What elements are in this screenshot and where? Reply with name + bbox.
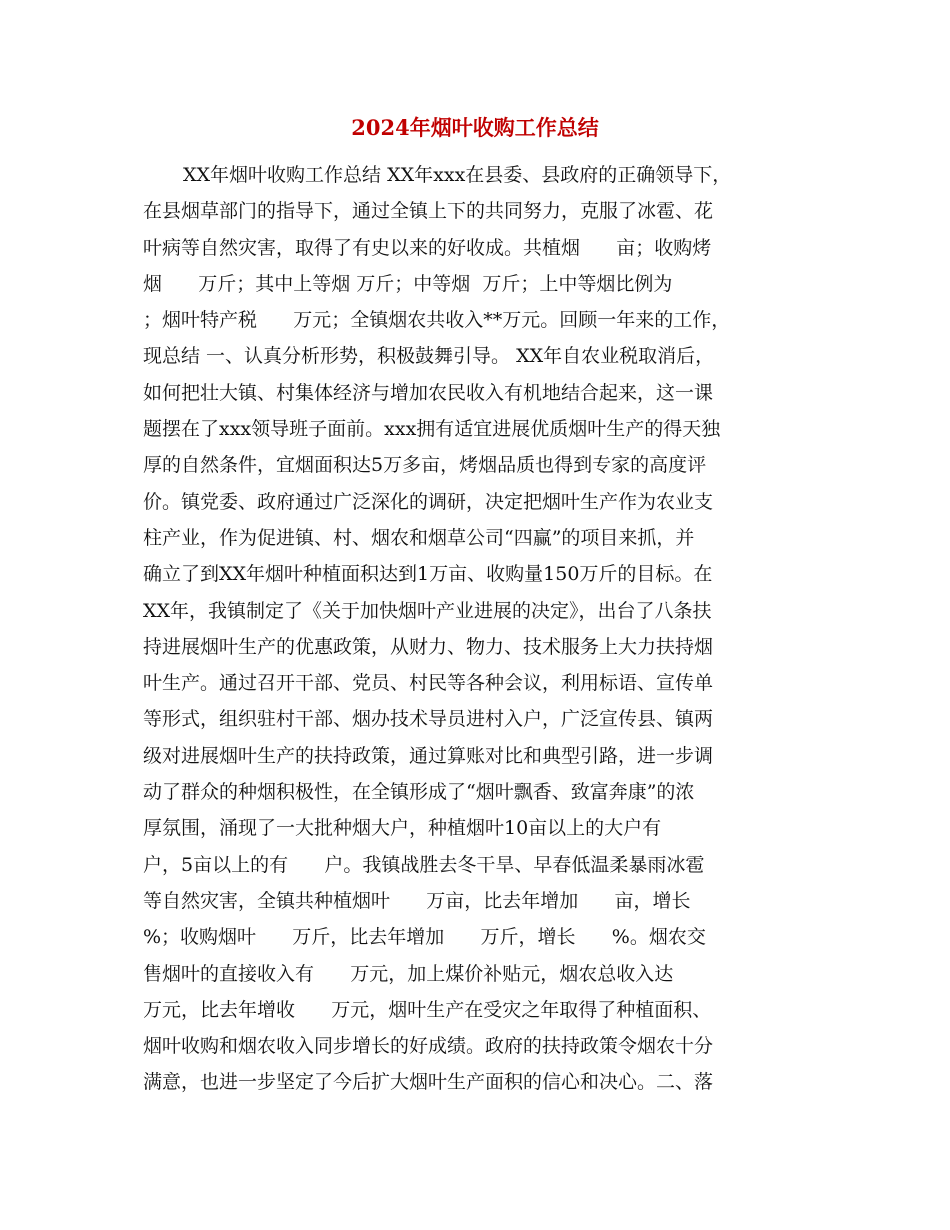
body-line [0,193,950,229]
body-line [0,157,950,193]
body-line-text: 户，5亩以上的有 户。我镇战胜去冬干旱、早春低温柔暴雨冰雹 [143,853,705,876]
body-line-text: 在县烟草部门的指导下，通过全镇上下的共同努力，克服了冰雹、花 [143,200,714,223]
body-line-text: 价。镇党委、政府通过广泛深化的调研，决定把烟叶生产作为农业支 [143,490,714,513]
body-line [0,266,950,302]
body-line-text: 现总结 一、认真分析形势，积极鼓舞引导。 XX年自农业税取消后， [143,345,715,368]
body-line [0,665,950,701]
body-line-text: XX年，我镇制定了《关于加快烟叶产业进展的决定》，出台了八条扶 [143,599,712,622]
body-line-text: 持进展烟叶生产的优惠政策，从财力、物力、技术服务上大力扶持烟 [143,635,714,658]
body-line [0,992,950,1028]
body-line-text: 动了群众的种烟积极性，在全镇形成了“烟叶飘香、致富奔康”的浓 [143,781,695,804]
document-title: 2024年烟叶收购工作总结 [351,115,599,140]
body-line [0,883,950,919]
body-line-text: 叶生产。通过召开干部、党员、村民等各种会议，利用标语、宣传单 [143,672,714,695]
body-line [0,1064,950,1100]
body-line [0,556,950,592]
body-line-text: 等形式，组织驻村干部、烟办技术导员进村入户，广泛宣传县、镇两 [143,708,714,731]
body-line-text: 级对进展烟叶生产的扶持政策，通过算账对比和典型引路，进一步调 [143,744,714,767]
body-line-text: 售烟叶的直接收入有 万元，加上煤价补贴元，烟农总收入达 [143,962,674,985]
body-line [0,919,950,955]
body-line [0,338,950,374]
body-line-text: 叶病等自然灾害，取得了有史以来的好收成。共植烟 亩；收购烤 [143,236,712,259]
body-line [0,810,950,846]
body-line-text: ；烟叶特产税 万元；全镇烟农共收入**万元。回顾一年来的工作， [143,309,731,332]
document-body [0,157,950,1101]
body-line [0,701,950,737]
body-line-text: 满意，也进一步坚定了今后扩大烟叶生产面积的信心和决心。二、落 [143,1071,714,1094]
body-line [0,447,950,483]
body-line [0,956,950,992]
body-line-text: %；收购烟叶 万斤，比去年增加 万斤，增长 %。烟农交 [143,926,706,949]
body-line-text: 题摆在了xxx领导班子面前。xxx拥有适宜进展优质烟叶生产的得天独 [143,418,721,441]
body-line-text: XX年烟叶收购工作总结 XX年xxx在县委、县政府的正确领导下， [183,164,732,186]
body-line-text: 确立了到XX年烟叶种植面积达到1万亩、收购量150万斤的目标。在 [143,563,713,586]
body-line [0,629,950,665]
body-line [0,847,950,883]
body-line [0,1028,950,1064]
body-line-text: 等自然灾害，全镇共种植烟叶 万亩，比去年增加 亩，增长 [143,889,691,912]
body-line [0,593,950,629]
body-line [0,230,950,266]
body-line-text: 烟叶收购和烟农收入同步增长的好成绩。政府的扶持政策令烟农十分 [143,1035,714,1058]
body-line-text: 柱产业，作为促进镇、村、烟农和烟草公司“四赢”的项目来抓，并 [143,526,695,549]
body-line [0,520,950,556]
body-line-text: 如何把壮大镇、村集体经济与增加农民收入有机地结合起来，这一课 [143,381,714,404]
body-line-text: 万元，比去年增收 万元，烟叶生产在受灾之年取得了种植面积、 [143,998,712,1021]
body-line [0,484,950,520]
body-line [0,738,950,774]
body-line-text: 烟 万斤；其中上等烟 万斤；中等烟 万斤；上中等烟比例为 [143,272,673,295]
body-line [0,375,950,411]
body-line-text: 厚氛围，涌现了一大批种烟大户，种植烟叶10亩以上的大户有 [143,817,662,840]
body-line [0,411,950,447]
body-line [0,774,950,810]
body-line-text: 厚的自然条件，宜烟面积达5万多亩，烤烟品质也得到专家的高度评 [143,454,707,477]
body-line [0,302,950,338]
